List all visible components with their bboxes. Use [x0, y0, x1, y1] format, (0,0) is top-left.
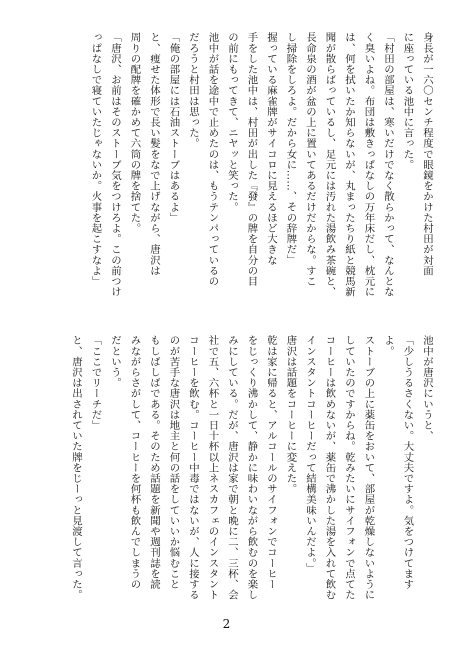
lower-text-block: 池中が唐沢にいうと、 「少しうるさくない。大丈夫ですよ。気をつけてますよ。 ストーブの上に薬缶をおいて、部屋が乾燥しないように していたのですからね。乾みたいにサイフォンで点てた コーヒーは飲めないが、薬缶で沸かした湯を入れて飲む インスタントコーヒーだって結構美味いんだよ。」 唐沢は話題をコーヒーに変えた。 乾は家に帰ると、アルコールのサイフォンでコーヒー をじっくり沸かして、静かに味わいながら飲むのを楽し みにしている。だが、唐沢は家で朝と晩に二、三杯、会 社で五、六杯と一日十杯以上ネスカフェのインスタント コーヒーを飲む。コーヒー中毒ではないが、人に接する のが苦手な唐沢は地主と何の話をしていいか悩むこと もしばしばである。そのため話題を新聞や週刊誌を読 みながらさがして、コーヒーを何杯も飲んでしまうの だという。 「ここでリーチだ」 と、唐沢は出されていた牌をじーっと見渡して言った。: [70, 335, 433, 600]
upper-text-block: 身長が一六〇センチ程度で眼鏡をかけた村田が対面 に座っている池中に言った。 「村田の部屋は、寒いだけでなく散らかって、なんとな く臭いよね。布団は敷きっぱなしの万年床だし、枕元に は、何を拭いたか知らないが、丸まったちり紙と競馬新 聞が散らばっているし、足元には汚れた湯飲み茶碗と、 長命泉の酒が盆の上に置いてあるだけだからな。すこ し掃除をしろよ。だから女に……、その辞牌だ」 握っている麻雀牌がサイコロに見えるほど大きな 手をした池中は、村田が出した『發』の牌を自分の目 の前にもってきて、ニヤッと笑った。 池中が話を途中で止めたのは、もうテンパっているの だろうと村田は思った。 「俺の部屋には石油ストーブはあるよ」 と、痩せた体形で長い髪をなで上げながら、唐沢は 周りの配牌を確かめて六筒の牌を捨てた。 「唐沢、お前はそのストーブ気をつけろよ。この前つけ っぱなしで寝ていたじゃないか。火事を起こすなよ」: [89, 32, 433, 297]
page-number: 2: [222, 617, 231, 631]
